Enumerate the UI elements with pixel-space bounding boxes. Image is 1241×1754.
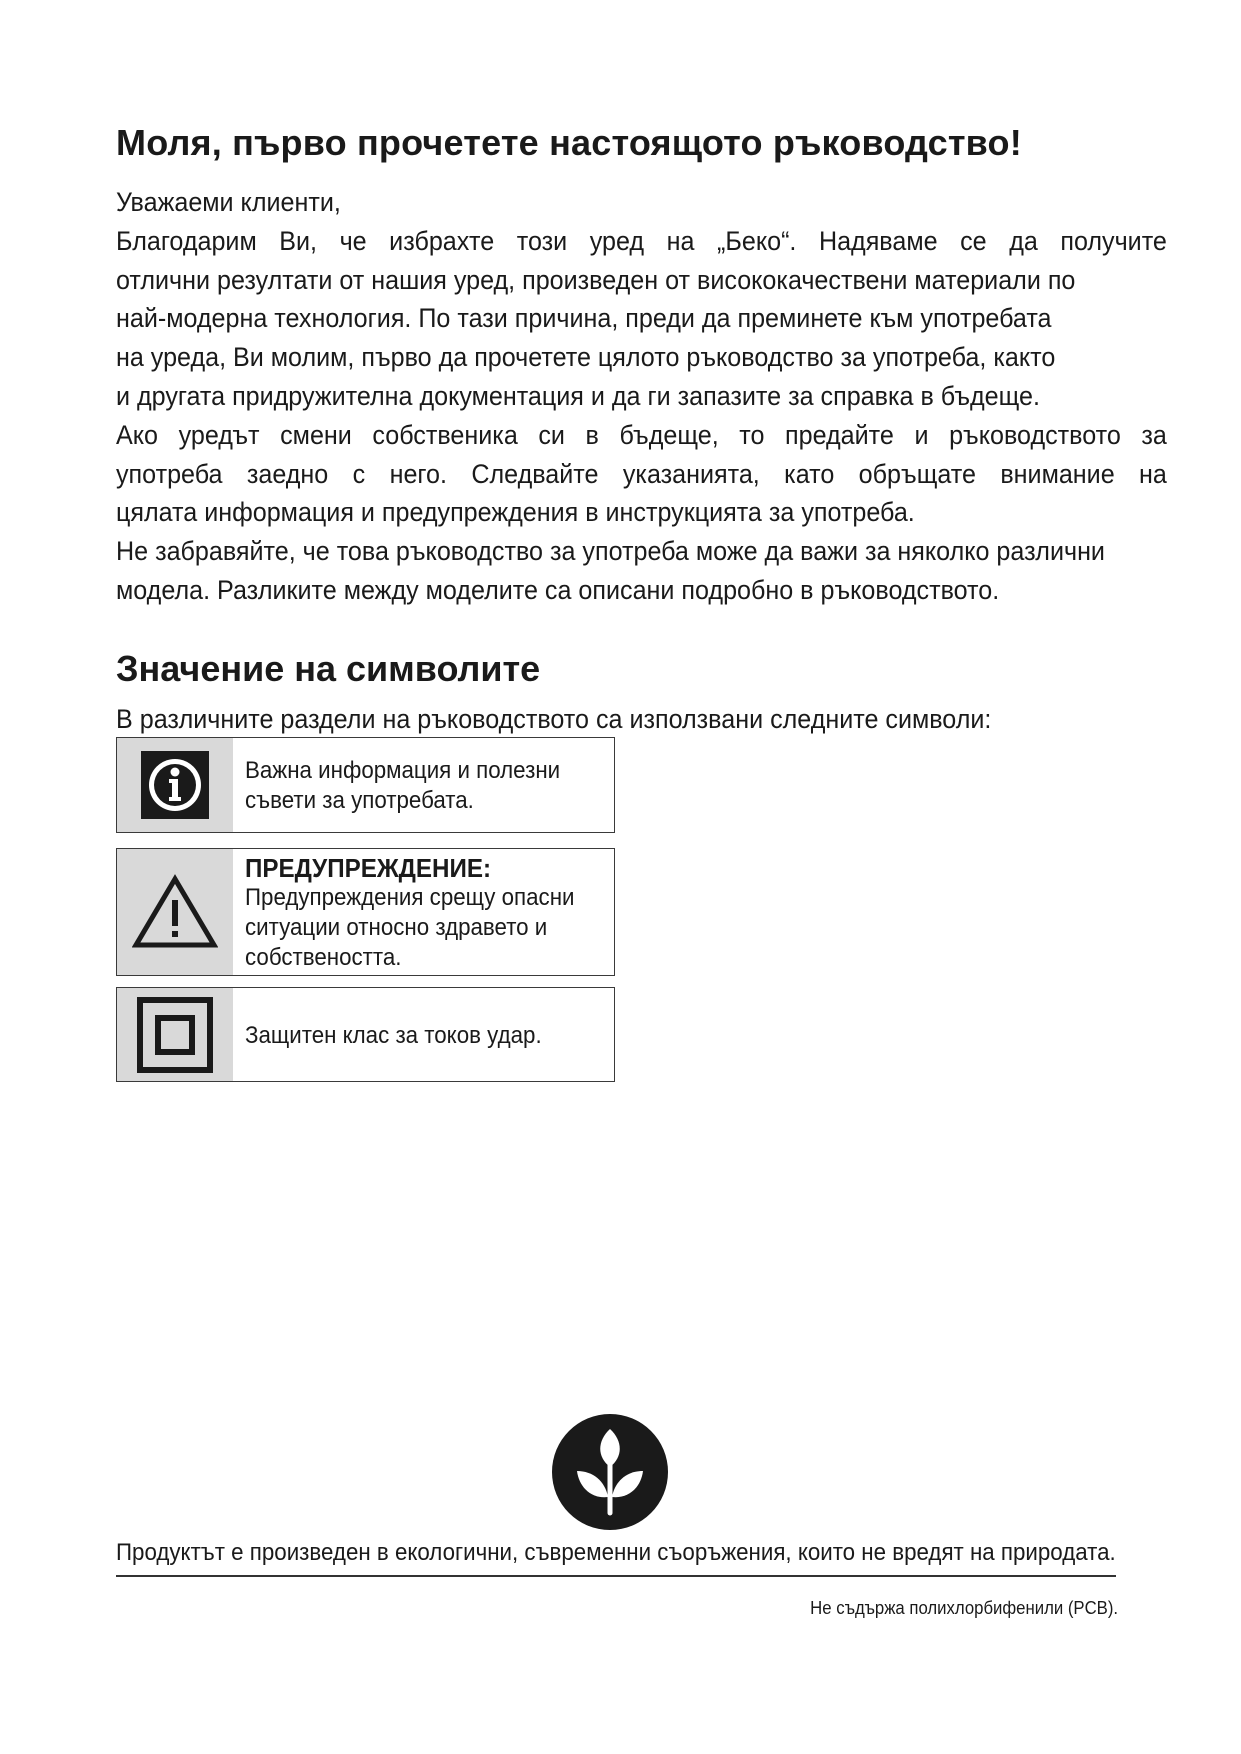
footer-divider	[116, 1575, 1116, 1577]
symbol-info-box	[116, 737, 615, 833]
intro-line: най-модерна технология. По тази причина, преди да преминете към употребата	[116, 303, 1052, 334]
warning-text-line: ситуации относно здравето и	[245, 914, 548, 941]
intro-line: цялата информация и предупреждения в инструкцията за употреба.	[116, 497, 915, 528]
warning-text-line: Предупреждения срещу опасни	[245, 884, 575, 911]
info-text-line: Важна информация и полезни	[245, 757, 561, 784]
symbol-class2-box	[116, 987, 615, 1082]
info-text-line: съвети за употребата.	[245, 787, 474, 814]
intro-line: на уреда, Ви молим, първо да прочетете цялото ръководство за употреба, както	[116, 342, 1056, 373]
page-title: Моля, първо прочетете настоящото ръководство!	[116, 122, 1022, 163]
intro-line: отлични резултати от нашия уред, произведен от висококачествени материали по	[116, 264, 1076, 295]
symbol-warning-box	[116, 848, 615, 976]
warning-title: ПРЕДУПРЕЖДЕНИЕ:	[245, 853, 492, 883]
intro-greeting: Уважаеми клиенти,	[116, 187, 341, 217]
intro-line: Благодарим Ви, че избрахте този уред на „Беко“. Надяваме се да получите	[116, 225, 1167, 256]
intro-line: Не забравяйте, че това ръководство за употреба може да важи за няколко различни	[116, 536, 1105, 567]
double-square-icon	[136, 996, 214, 1074]
intro-paragraph	[116, 183, 1167, 610]
warning-triangle-icon	[132, 874, 218, 950]
eco-statement: Продуктът е произведен в екологични, съвременни съоръжения, които не вредят на природата.	[116, 1539, 1116, 1566]
class2-text: Защитен клас за токов удар.	[245, 1021, 542, 1049]
symbols-heading: Значение на символите	[116, 648, 541, 689]
pcb-statement: Не съдържа полихлорбифенили (PCB).	[810, 1598, 1118, 1618]
intro-line: употреба заедно с него. Следвайте указанията, като обръщате внимание на	[116, 458, 1167, 489]
intro-line: модела. Разликите между моделите са описани подробно в ръководството.	[116, 574, 1000, 605]
symbols-intro: В различните раздели на ръководството са използвани следните символи:	[116, 704, 992, 734]
intro-line: и другата придружителна документация и да ги запазите за справка в бъдеще.	[116, 380, 1040, 411]
intro-line: Ако уредът смени собственика си в бъдеще, то предайте и ръководството за	[116, 419, 1167, 450]
info-icon	[139, 749, 211, 821]
warning-text-line: собствеността.	[245, 944, 402, 971]
leaf-icon	[551, 1413, 669, 1531]
